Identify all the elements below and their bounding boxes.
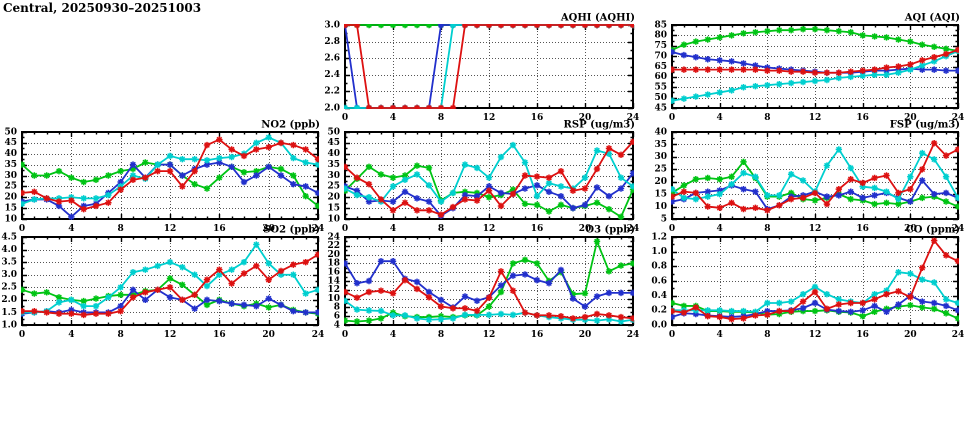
no2-chart <box>0 116 332 237</box>
rsp-chart <box>315 116 647 237</box>
o3-chart <box>315 221 647 343</box>
fsp-chart <box>642 116 972 237</box>
aqi-chart <box>642 9 972 126</box>
page-title: Central, 20250930–20251003 <box>3 1 202 15</box>
co-chart <box>642 221 972 343</box>
so2-chart <box>0 221 332 343</box>
aqhi-chart <box>315 9 647 126</box>
